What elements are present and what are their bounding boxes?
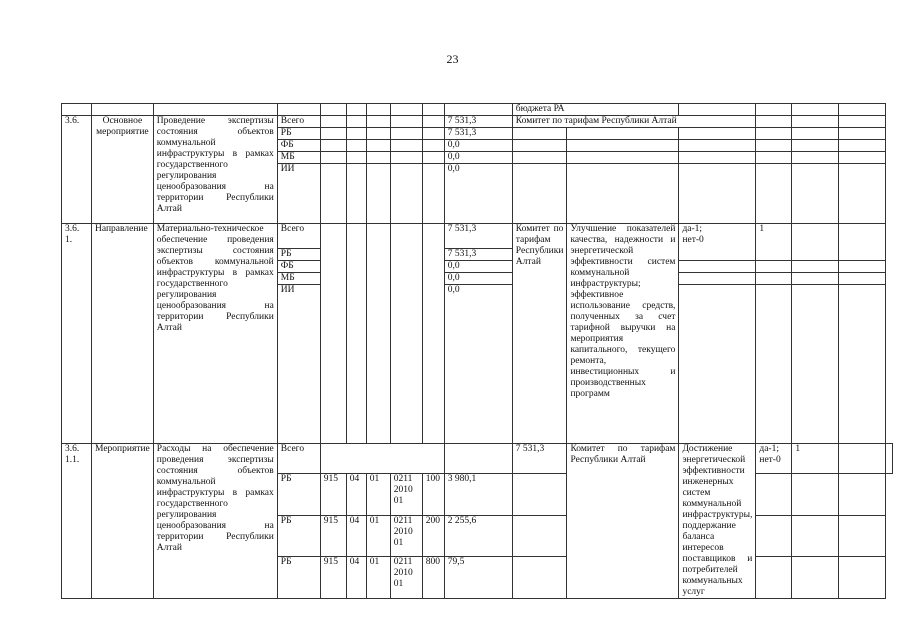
csr-code: 0211 2010 01 <box>390 473 422 515</box>
source-label: ИИ <box>277 164 320 224</box>
indicator-value: 1 <box>792 444 839 474</box>
source-label: Всего <box>277 444 320 474</box>
amount: 7 531,3 <box>444 249 512 261</box>
row-name: Расходы на обеспечение проведения экспертизы состояния объектов коммунальной инфраструктуры в рамках государственного регулирования ценообразования на территории Республики Алтай <box>153 444 277 599</box>
source-label: ФБ <box>277 140 320 152</box>
row-name: Материально-техническое обеспечение проведения экспертизы состояния объектов коммунальной инфраструктуры в рамках государственного регулирования ценообразования на территории Республики Алтай <box>153 224 277 444</box>
indicator-flag: да-1; нет-0 <box>756 444 792 474</box>
source-label: РБ <box>277 473 320 515</box>
source-label: МБ <box>277 152 320 164</box>
source-label: ИИ <box>277 285 320 444</box>
amount: 7 531,3 <box>444 116 512 128</box>
amount: 3 980,1 <box>444 473 512 515</box>
vr-code: 800 <box>422 557 444 599</box>
row-number: 3.6. 1. <box>62 224 92 444</box>
carry-over-text: бюджета РА <box>512 104 679 116</box>
vr-code: 200 <box>422 515 444 557</box>
executor: Комитет по тарифам Республики Алтай <box>512 224 567 444</box>
pr-code: 01 <box>366 557 390 599</box>
program-table <box>61 103 893 599</box>
expected-result: Достижение энергетической эффективности инженерных систем коммунальной инфраструктуры, поддержание баланса интересов поставщиков и потребителей коммунальных услуг <box>679 444 756 599</box>
grbs-code: 915 <box>320 557 346 599</box>
grbs-code: 915 <box>320 515 346 557</box>
rz-code: 04 <box>346 515 366 557</box>
row-type: Мероприятие <box>92 444 154 599</box>
amount: 2 255,6 <box>444 515 512 557</box>
row-3-6-1 <box>62 224 893 249</box>
row-3-6-1-1 <box>62 444 893 474</box>
amount: 0,0 <box>444 164 512 224</box>
grbs-code: 915 <box>320 473 346 515</box>
executor: Комитет по тарифам Республики Алтай <box>512 116 756 128</box>
source-label: Всего <box>277 116 320 128</box>
source-label: РБ <box>277 515 320 557</box>
amount: 0,0 <box>444 285 512 444</box>
pr-code: 01 <box>366 473 390 515</box>
row-type: Основное мероприятие <box>92 116 154 224</box>
amount: 0,0 <box>444 140 512 152</box>
source-label: МБ <box>277 273 320 285</box>
indicator-value: 1 <box>756 224 792 261</box>
row-number: 3.6. <box>62 116 92 224</box>
rz-code: 04 <box>346 473 366 515</box>
row-3-6 <box>62 116 893 128</box>
amount: 7 531,3 <box>444 128 512 140</box>
source-label: РБ <box>277 557 320 599</box>
carry-over-row <box>62 104 893 116</box>
amount: 7 531,3 <box>444 224 512 249</box>
row-name: Проведение экспертизы состояния объектов коммунальной инфраструктуры в рамках государственного регулирования ценообразования на территории Республики Алтай <box>153 116 277 224</box>
indicator-flag: да-1; нет-0 <box>679 224 756 261</box>
source-label: ФБ <box>277 261 320 273</box>
pr-code: 01 <box>366 515 390 557</box>
amount: 0,0 <box>444 273 512 285</box>
csr-code: 0211 2010 01 <box>390 515 422 557</box>
vr-code: 100 <box>422 473 444 515</box>
source-label: РБ <box>277 249 320 261</box>
row-type: Направление <box>92 224 154 444</box>
page-number: 23 <box>446 52 459 66</box>
source-label: РБ <box>277 128 320 140</box>
amount: 7 531,3 <box>512 444 567 474</box>
amount: 0,0 <box>444 152 512 164</box>
amount: 0,0 <box>444 261 512 273</box>
amount: 79,5 <box>444 557 512 599</box>
csr-code: 0211 2010 01 <box>390 557 422 599</box>
source-label: Всего <box>277 224 320 249</box>
rz-code: 04 <box>346 557 366 599</box>
expected-result: Улучшение показателей качества, надежности и энергетической эффективности систем коммунальной инфраструктуры; эффективное использование средств, полученных за счет тарифной выручки на мероприятия капитального, текущего ремонта, инвестиционных и производственных программ <box>567 224 679 444</box>
executor: Комитет по тарифам Республики Алтай <box>567 444 679 599</box>
row-number: 3.6. 1.1. <box>62 444 92 599</box>
